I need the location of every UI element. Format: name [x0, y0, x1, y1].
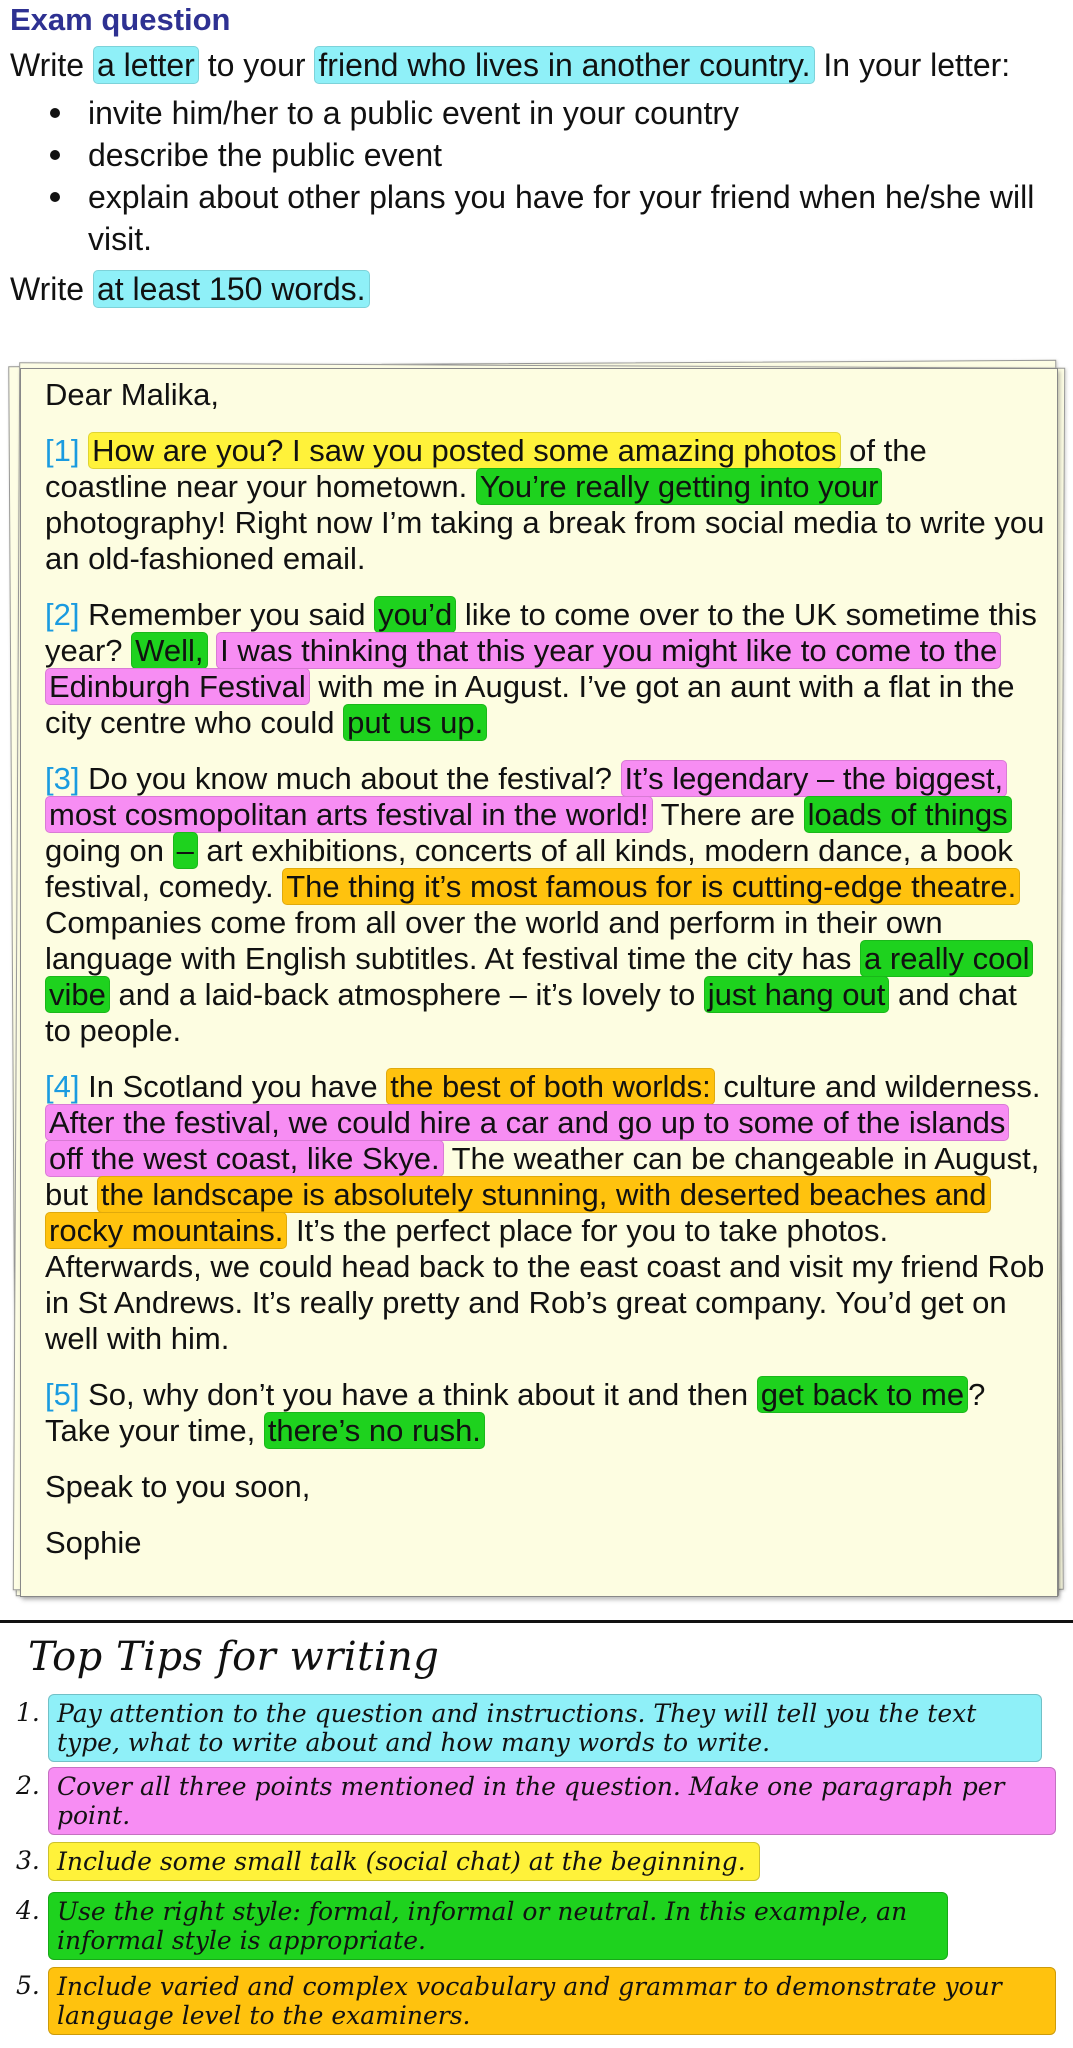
text: The weather can be changeable in August, but — [45, 1141, 1040, 1212]
tip-number: 1. — [16, 1698, 40, 1727]
tip-number: 3. — [16, 1846, 40, 1875]
exam-instruction — [10, 42, 1065, 88]
letter-body — [45, 377, 1045, 1581]
text: Companies come from all over the world and perform in their own language with English subtitles. At festival time the city has — [45, 905, 943, 976]
text: Write — [10, 271, 93, 307]
tips-title: Top Tips for writing — [28, 1634, 440, 1680]
highlight-informal: just hang out — [704, 976, 890, 1013]
highlight-informal: you’d — [374, 596, 456, 633]
text: Write — [10, 47, 93, 83]
text: In your letter: — [814, 47, 1011, 83]
paragraph-number: [2] — [45, 597, 80, 632]
text: It’s the perfect place for you to take photos. Afterwards, we could head back to the east coast and visit my friend Rob in St Andrews. It’s really pretty and Rob’s great company. You’d get on well with him. — [45, 1213, 1045, 1356]
text: art exhibitions, concerts of all kinds, modern dance, a book festival, comedy. — [45, 833, 1013, 904]
highlight-informal: loads of things — [804, 796, 1012, 833]
letter-signature: Sophie — [45, 1525, 142, 1560]
text: culture and wilderness. — [714, 1069, 1041, 1104]
tip-text: Include some small talk (social chat) at the beginning. — [48, 1842, 760, 1881]
letter-paragraph-3 — [45, 761, 1045, 1049]
text: photography! Right now I’m taking a break from social media to write you an old-fashioned email. — [45, 505, 1045, 576]
highlight-point: After the festival, we could hire a car and go up to some of the islands off the west coast, like Skye. — [45, 1104, 1009, 1177]
letter-paper — [20, 368, 1058, 1597]
highlight-informal: get back to me — [757, 1376, 968, 1413]
highlight-point: It’s legendary – the biggest, most cosmopolitan arts festival in the world! — [45, 760, 1007, 833]
tip-number: 4. — [16, 1896, 40, 1925]
highlight-informal: – — [173, 832, 198, 869]
highlight-informal: a really cool vibe — [45, 940, 1033, 1013]
tip-text: Cover all three points mentioned in the question. Make one paragraph per point. — [48, 1767, 1056, 1835]
section-divider — [0, 1620, 1073, 1623]
tip-text: Use the right style: formal, informal or neutral. In this example, an informal style is appropriate. — [48, 1892, 948, 1960]
text: and a laid-back atmosphere – it’s lovely to — [109, 977, 704, 1012]
tip-number: 2. — [16, 1771, 40, 1800]
letter-closing: Speak to you soon, — [45, 1469, 311, 1504]
text: ? Take your time, — [45, 1377, 986, 1448]
text: In Scotland you have — [79, 1069, 387, 1104]
text — [208, 633, 217, 668]
highlight-vocabulary: the landscape is absolutely stunning, with deserted beaches and rocky mountains. — [45, 1176, 991, 1249]
text: There are — [652, 797, 804, 832]
highlight-informal: there’s no rush. — [264, 1412, 485, 1449]
text: Remember you said — [79, 597, 375, 632]
tip-text: Include varied and complex vocabulary and grammar to demonstrate your language level to the examiners. — [48, 1967, 1056, 2035]
highlight-informal: put us up. — [343, 704, 487, 741]
highlight-recipient: friend who lives in another country. — [314, 46, 814, 84]
paragraph-number: [3] — [45, 761, 80, 796]
exam-bullet: explain about other plans you have for your friend when he/she will visit. — [10, 176, 1065, 260]
exam-bullet: describe the public event — [10, 134, 1065, 176]
exam-word-count — [10, 266, 1065, 312]
letter-paragraph-2 — [45, 597, 1045, 741]
text: with me in August. I’ve got an aunt with a flat in the city centre who could — [45, 669, 1015, 740]
highlight-informal: You’re really getting into your — [476, 468, 883, 505]
tip-text: Pay attention to the question and instructions. They will tell you the text type, what to write about and how many words to write. — [48, 1694, 1042, 1762]
text: going on — [45, 833, 173, 868]
tip-number: 5. — [16, 1971, 40, 2000]
letter-paragraph-1 — [45, 433, 1045, 577]
exam-title: Exam question — [10, 2, 231, 37]
highlight-vocabulary: The thing it’s most famous for is cutting-edge theatre. — [282, 868, 1020, 905]
highlight-point: I was thinking that this year you might like to come to the Edinburgh Festival — [45, 632, 1001, 705]
paragraph-number: [5] — [45, 1377, 80, 1412]
highlight-vocabulary: the best of both worlds: — [386, 1068, 715, 1105]
text: of the coastline near your hometown. — [45, 433, 927, 504]
text: to your — [198, 47, 315, 83]
exam-question — [10, 0, 1065, 312]
letter-paragraph-5 — [45, 1377, 1045, 1449]
exam-bullet-list — [10, 92, 1065, 260]
text: Do you know much about the festival? — [79, 761, 621, 796]
text — [79, 433, 88, 468]
letter-greeting: Dear Malika, — [45, 377, 219, 412]
highlight-text-type: a letter — [93, 46, 199, 84]
text: So, why don’t you have a think about it and then — [79, 1377, 757, 1412]
highlight-word-count: at least 150 words. — [93, 270, 370, 308]
paragraph-number: [1] — [45, 433, 80, 468]
text: and chat to people. — [45, 977, 1017, 1048]
letter-paragraph-4 — [45, 1069, 1045, 1357]
paragraph-number: [4] — [45, 1069, 80, 1104]
exam-bullet: invite him/her to a public event in your country — [10, 92, 1065, 134]
highlight-informal: Well, — [131, 632, 207, 669]
text: like to come over to the UK sometime this year? — [45, 597, 1037, 668]
highlight-small-talk: How are you? I saw you posted some amazing photos — [88, 432, 840, 469]
